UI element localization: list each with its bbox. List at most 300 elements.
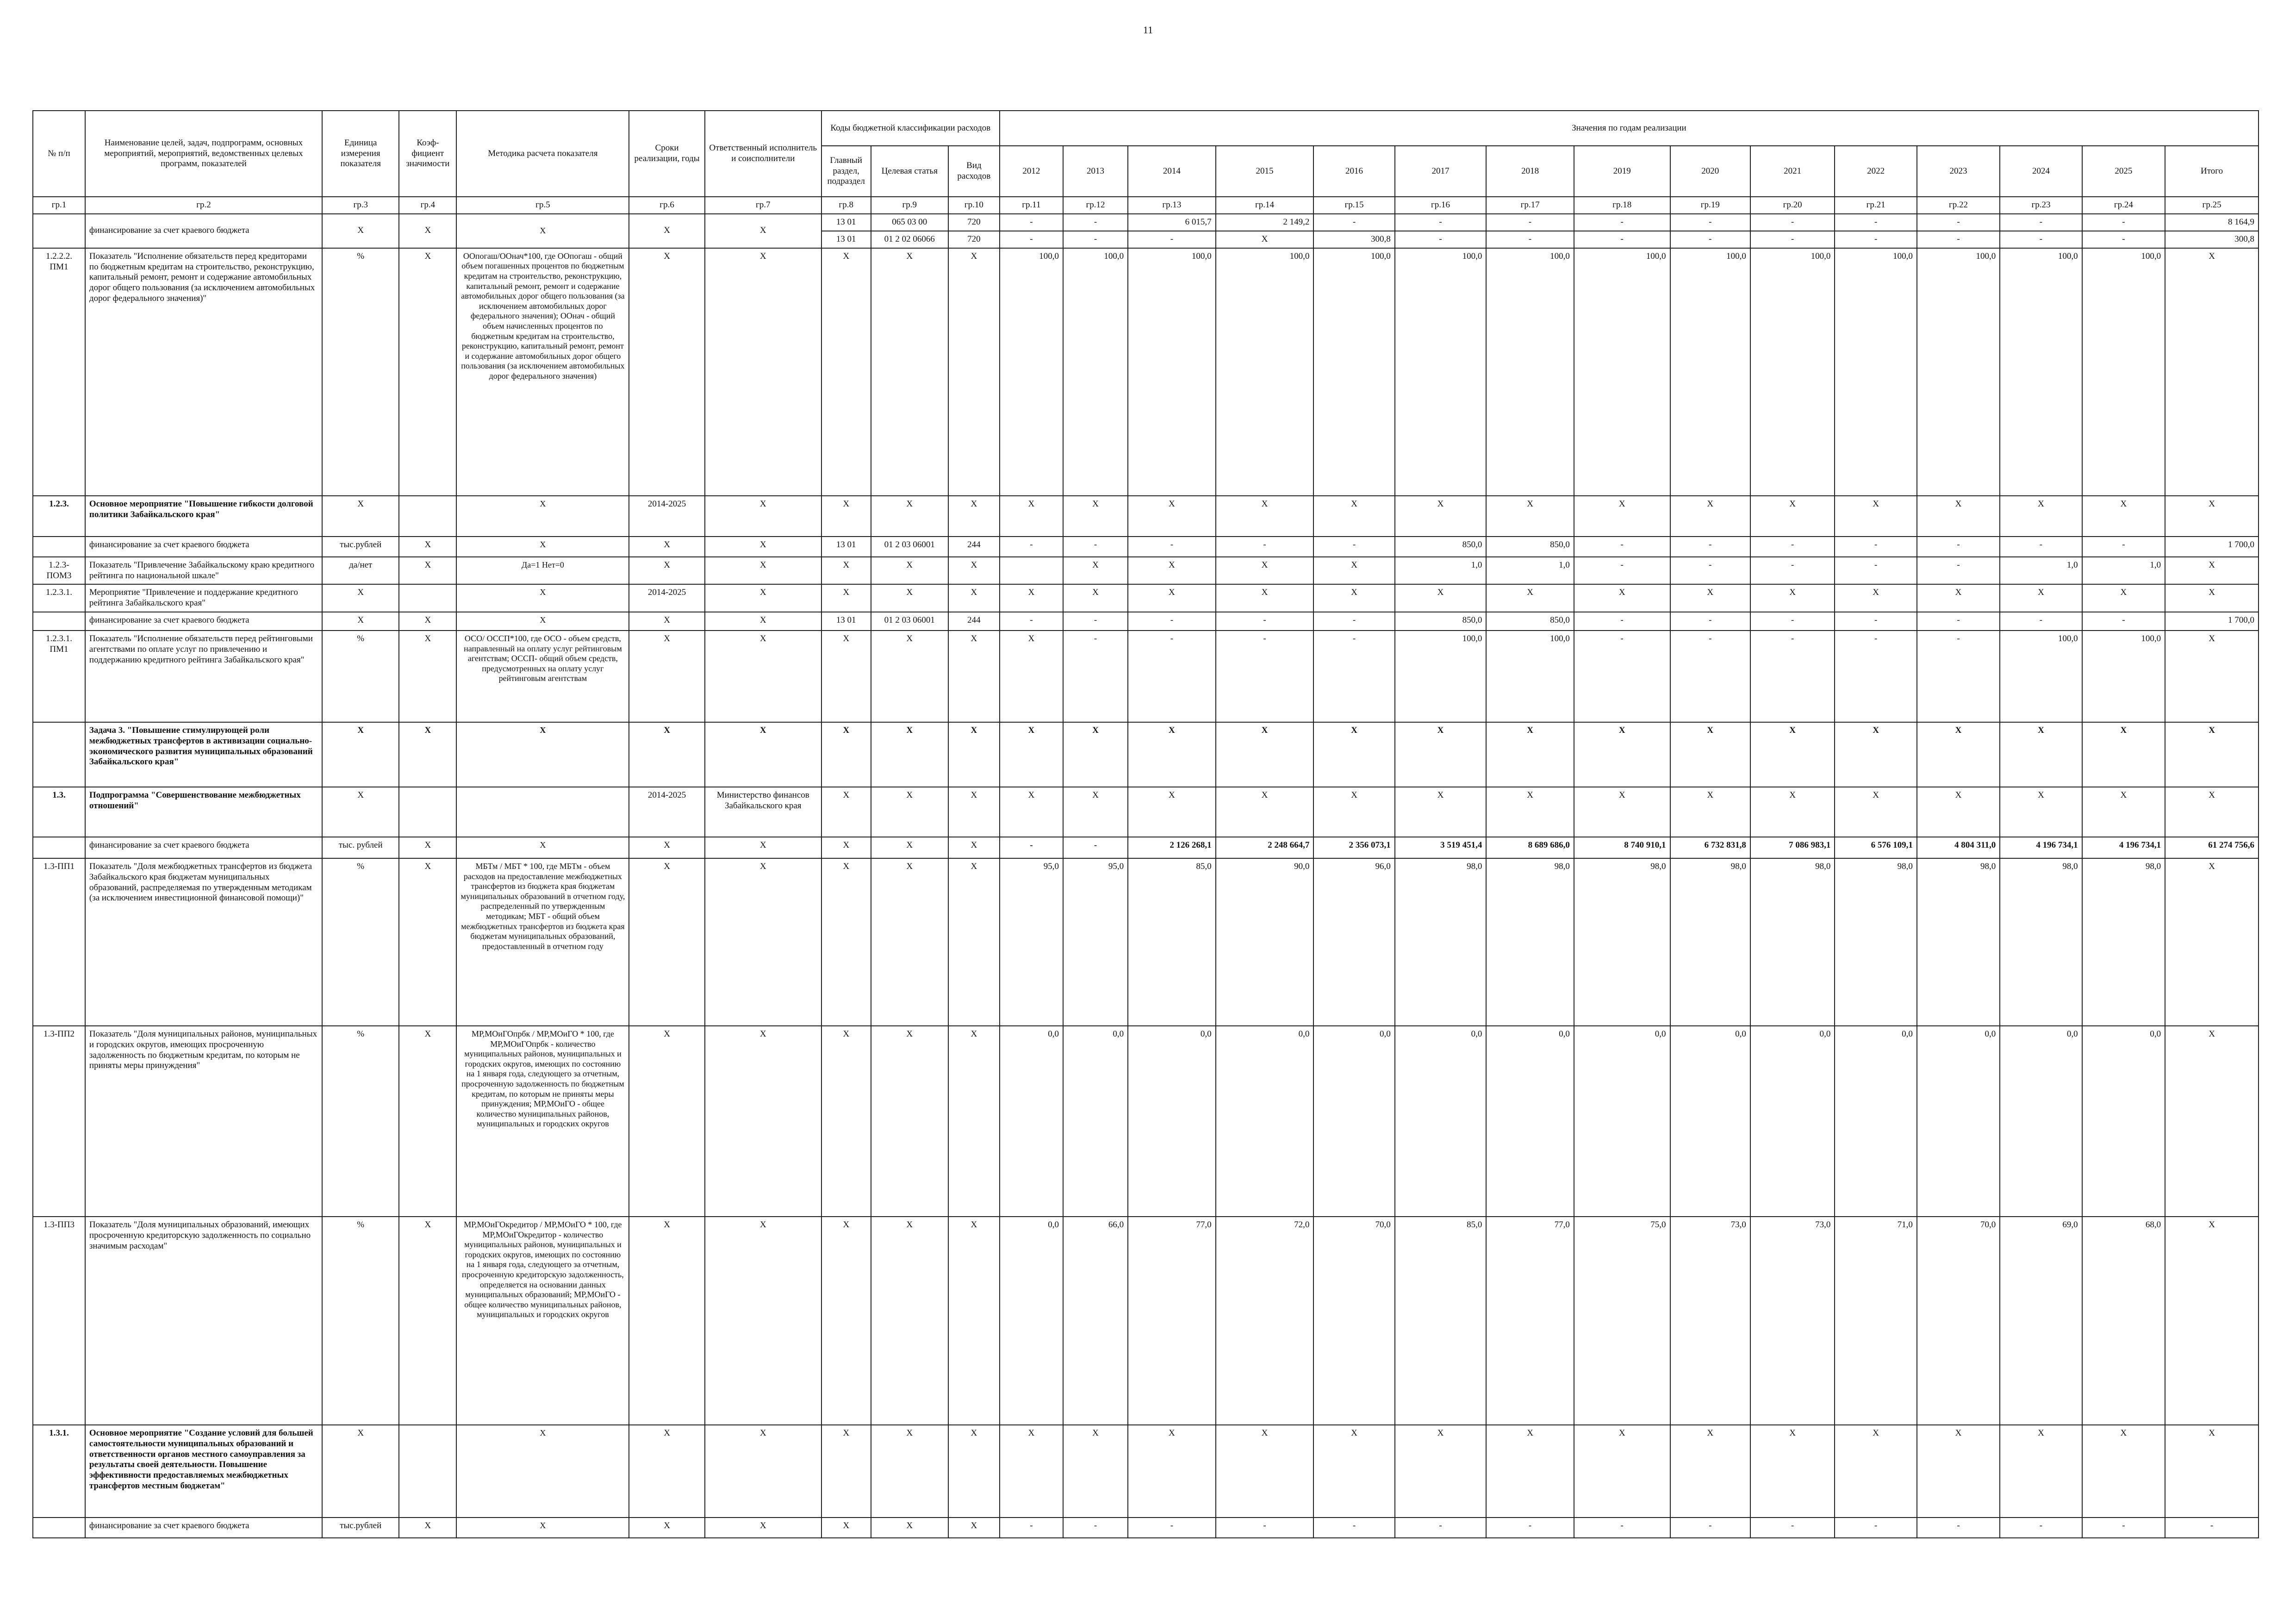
row-value: 77,0 xyxy=(1486,1217,1574,1425)
table-row xyxy=(33,1425,2259,1518)
row-unit: да/нет xyxy=(322,557,399,585)
row-terms: 2014-2025 xyxy=(629,496,704,537)
row-value: Х xyxy=(1063,1425,1128,1518)
row-value: - xyxy=(1063,612,1128,631)
row-code-type: Х xyxy=(948,1425,1000,1518)
row-value: 96,0 xyxy=(1313,858,1394,1026)
row-value: - xyxy=(1486,214,1574,231)
row-value: 98,0 xyxy=(1835,858,1916,1026)
row-value: - xyxy=(1313,612,1394,631)
row-terms: Х xyxy=(629,1425,704,1518)
table-row xyxy=(33,557,2259,585)
header-codes: Коды бюджетной классификации расходов xyxy=(821,111,1000,146)
table-row xyxy=(33,1217,2259,1425)
row-value: - xyxy=(1750,214,1835,231)
row-value: - xyxy=(1486,1518,1574,1538)
row-name: финансирование за счет краевого бюджета xyxy=(85,1518,322,1538)
row-code-main: 13 01 xyxy=(821,537,871,557)
row-number: 1.3-ПП1 xyxy=(33,858,85,1026)
row-value: 100,0 xyxy=(1486,248,1574,496)
row-value: - xyxy=(1574,1518,1670,1538)
row-number: 1.3. xyxy=(33,787,85,837)
row-value: 61 274 756,6 xyxy=(2165,837,2259,858)
row-value: Х xyxy=(1750,787,1835,837)
row-unit: % xyxy=(322,1026,399,1217)
row-value: - xyxy=(1216,1518,1314,1538)
header-year: 2024 xyxy=(2000,146,2082,197)
row-value: 2 149,2 xyxy=(1216,214,1314,231)
row-number xyxy=(33,722,85,787)
row-code-target: Х xyxy=(871,1425,948,1518)
row-value: Х xyxy=(1574,1425,1670,1518)
row-value: Х xyxy=(1917,722,2000,787)
row-method: МР,МОиГОпрбк / МР,МОиГО * 100, где МР,МОиГОпрбк - количество муниципальных районов, муниципальных и городских округов, имеющих по состоянию на 1 января года, следующего за отчетным, просроченную задолженность по бюджетным кредитам, по которым не приняты меры принуждения; МР,МОиГО - общее количество муниципальных районов, муниципальных и городских округов xyxy=(456,1026,629,1217)
row-coef: Х xyxy=(399,214,456,248)
row-value: - xyxy=(1313,1518,1394,1538)
row-value: 68,0 xyxy=(2082,1217,2165,1425)
table-row xyxy=(33,631,2259,722)
column-index-row xyxy=(33,197,2259,214)
row-terms: Х xyxy=(629,722,704,787)
row-code-main: 13 01 xyxy=(821,231,871,248)
row-value: 75,0 xyxy=(1574,1217,1670,1425)
row-value: Х xyxy=(2000,496,2082,537)
row-value: 90,0 xyxy=(1216,858,1314,1026)
row-responsible: Х xyxy=(705,1518,821,1538)
row-method: Х xyxy=(456,722,629,787)
row-value: 8 740 910,1 xyxy=(1574,837,1670,858)
row-value: Х xyxy=(2165,1217,2259,1425)
row-value: - xyxy=(1917,214,2000,231)
row-value: 850,0 xyxy=(1395,612,1487,631)
row-value: Х xyxy=(1000,631,1063,722)
row-value: Х xyxy=(1216,557,1314,585)
row-value: Х xyxy=(2165,858,2259,1026)
row-coef xyxy=(399,787,456,837)
row-value: 73,0 xyxy=(1750,1217,1835,1425)
row-value: Х xyxy=(1917,584,2000,612)
row-coef: Х xyxy=(399,858,456,1026)
row-method xyxy=(456,787,629,837)
row-terms: Х xyxy=(629,248,704,496)
row-number: 1.3-ПП2 xyxy=(33,1026,85,1217)
row-value: - xyxy=(1486,231,1574,248)
column-index: гр.11 xyxy=(1000,197,1063,214)
row-code-main: Х xyxy=(821,496,871,537)
row-value: - xyxy=(1574,214,1670,231)
table-row xyxy=(33,496,2259,537)
row-value: - xyxy=(2082,537,2165,557)
row-code-target: 01 2 02 06066 xyxy=(871,231,948,248)
row-value: 1,0 xyxy=(2000,557,2082,585)
row-value: Х xyxy=(2165,722,2259,787)
row-responsible: Х xyxy=(705,612,821,631)
row-code-main: Х xyxy=(821,1518,871,1538)
row-value: 69,0 xyxy=(2000,1217,2082,1425)
header-year: 2023 xyxy=(1917,146,2000,197)
row-value: - xyxy=(1216,537,1314,557)
header-num: № п/п xyxy=(33,111,85,197)
row-value: 98,0 xyxy=(1917,858,2000,1026)
header-method: Методика расчета показателя xyxy=(456,111,629,197)
row-value: 95,0 xyxy=(1000,858,1063,1026)
row-terms: Х xyxy=(629,537,704,557)
row-value: 100,0 xyxy=(1395,248,1487,496)
row-number: 1.2.3- ПОМ3 xyxy=(33,557,85,585)
column-index: гр.2 xyxy=(85,197,322,214)
header-year: 2016 xyxy=(1313,146,1394,197)
row-value: Х xyxy=(1128,787,1216,837)
row-value: 0,0 xyxy=(1063,1026,1128,1217)
row-code-main: Х xyxy=(821,722,871,787)
table-row xyxy=(33,858,2259,1026)
row-code-main: Х xyxy=(821,858,871,1026)
row-value: Х xyxy=(1750,722,1835,787)
row-value: Х xyxy=(1486,722,1574,787)
row-coef: Х xyxy=(399,248,456,496)
row-value: - xyxy=(1395,214,1487,231)
row-code-main: Х xyxy=(821,1026,871,1217)
row-name: Показатель "Доля межбюджетных трансфертов из бюджета Забайкальского края бюджетам муниципальных образований, распределяемая по утвержденным методикам (за исключением инвестиционной финансовой помощи)" xyxy=(85,858,322,1026)
row-value: Х xyxy=(1128,722,1216,787)
table-row xyxy=(33,537,2259,557)
row-value: Х xyxy=(1574,584,1670,612)
header-year: 2019 xyxy=(1574,146,1670,197)
row-value: Х xyxy=(1917,787,2000,837)
row-value: Х xyxy=(2000,787,2082,837)
row-value: Х xyxy=(1486,496,1574,537)
row-value: Х xyxy=(2165,557,2259,585)
row-unit: % xyxy=(322,858,399,1026)
row-value: 100,0 xyxy=(1917,248,2000,496)
row-unit: тыс. рублей xyxy=(322,837,399,858)
row-value: Х xyxy=(2165,496,2259,537)
row-responsible: Х xyxy=(705,631,821,722)
row-value: Х xyxy=(1313,1425,1394,1518)
row-number xyxy=(33,612,85,631)
header-unit: Единица измерения показателя xyxy=(322,111,399,197)
row-code-main: 13 01 xyxy=(821,214,871,231)
row-value: Х xyxy=(1395,787,1487,837)
row-value: Х xyxy=(1128,557,1216,585)
row-value: 85,0 xyxy=(1128,858,1216,1026)
page-number: 11 xyxy=(1143,24,1153,36)
row-name: финансирование за счет краевого бюджета xyxy=(85,612,322,631)
row-value: 850,0 xyxy=(1486,537,1574,557)
row-value: - xyxy=(1750,612,1835,631)
header-year: 2017 xyxy=(1395,146,1487,197)
row-terms: 2014-2025 xyxy=(629,584,704,612)
row-value: 0,0 xyxy=(1486,1026,1574,1217)
row-value: Х xyxy=(1670,1425,1750,1518)
row-value: - xyxy=(1835,537,1916,557)
row-value: 7 086 983,1 xyxy=(1750,837,1835,858)
row-value: Х xyxy=(1670,496,1750,537)
row-name: Задача 3. "Повышение стимулирующей роли межбюджетных трансфертов в активизации социально-экономического развития муниципальных образований Забайкальского края" xyxy=(85,722,322,787)
row-value: Х xyxy=(1000,496,1063,537)
row-value: Х xyxy=(1313,787,1394,837)
table-row xyxy=(33,214,2259,231)
row-value: - xyxy=(1574,557,1670,585)
row-value: 100,0 xyxy=(2000,631,2082,722)
row-value: Х xyxy=(1128,1425,1216,1518)
row-number: 1.2.3.1. xyxy=(33,584,85,612)
row-code-target: Х xyxy=(871,787,948,837)
row-value: - xyxy=(1835,231,1916,248)
row-value: Х xyxy=(1216,722,1314,787)
row-terms: Х xyxy=(629,557,704,585)
row-value: Х xyxy=(1486,787,1574,837)
column-index: гр.16 xyxy=(1395,197,1487,214)
row-value: - xyxy=(1574,231,1670,248)
table-row xyxy=(33,837,2259,858)
row-code-type: Х xyxy=(948,787,1000,837)
row-responsible: Х xyxy=(705,214,821,248)
row-responsible: Х xyxy=(705,1425,821,1518)
row-terms: Х xyxy=(629,1217,704,1425)
row-value: 2 126 268,1 xyxy=(1128,837,1216,858)
program-table xyxy=(32,110,2259,1538)
row-terms: Х xyxy=(629,1026,704,1217)
column-index: гр.19 xyxy=(1670,197,1750,214)
column-index: гр.24 xyxy=(2082,197,2165,214)
row-value: 6 576 109,1 xyxy=(1835,837,1916,858)
row-responsible: Х xyxy=(705,858,821,1026)
row-value: - xyxy=(1835,557,1916,585)
row-value: 100,0 xyxy=(1063,248,1128,496)
column-index: гр.3 xyxy=(322,197,399,214)
row-code-type: Х xyxy=(948,248,1000,496)
column-index: гр.17 xyxy=(1486,197,1574,214)
row-code-type: Х xyxy=(948,631,1000,722)
row-value: - xyxy=(1000,612,1063,631)
table-row xyxy=(33,248,2259,496)
column-index: гр.21 xyxy=(1835,197,1916,214)
row-code-target: Х xyxy=(871,722,948,787)
table-row xyxy=(33,584,2259,612)
row-value: Х xyxy=(1670,787,1750,837)
header-name: Наименование целей, задач, подпрограмм, основных мероприятий, мероприятий, ведомственных целевых программ, показателей xyxy=(85,111,322,197)
row-value: 98,0 xyxy=(1395,858,1487,1026)
row-value: 0,0 xyxy=(1000,1026,1063,1217)
row-code-target: Х xyxy=(871,584,948,612)
header-year: 2012 xyxy=(1000,146,1063,197)
row-value: 100,0 xyxy=(1313,248,1394,496)
row-code-type: Х xyxy=(948,858,1000,1026)
row-value: - xyxy=(1000,837,1063,858)
row-value: 0,0 xyxy=(1750,1026,1835,1217)
row-code-target: 065 03 00 xyxy=(871,214,948,231)
row-name: Показатель "Доля муниципальных образований, имеющих просроченную кредиторскую задолженность по социально значимым расходам" xyxy=(85,1217,322,1425)
header-terms: Сроки реализации, годы xyxy=(629,111,704,197)
row-value: 0,0 xyxy=(1128,1026,1216,1217)
row-code-type: Х xyxy=(948,557,1000,585)
row-responsible: Министерство финансов Забайкальского края xyxy=(705,787,821,837)
row-value: Х xyxy=(1063,584,1128,612)
column-index: гр.12 xyxy=(1063,197,1128,214)
row-value: Х xyxy=(1063,787,1128,837)
row-number: 1.3.1. xyxy=(33,1425,85,1518)
header-year: Итого xyxy=(2165,146,2259,197)
row-code-main: Х xyxy=(821,1217,871,1425)
row-code-type: Х xyxy=(948,584,1000,612)
row-value: - xyxy=(1750,631,1835,722)
row-value: 8 164,9 xyxy=(2165,214,2259,231)
row-value: - xyxy=(1917,557,2000,585)
row-unit: Х xyxy=(322,584,399,612)
row-responsible: Х xyxy=(705,557,821,585)
row-value: 0,0 xyxy=(1670,1026,1750,1217)
row-value: - xyxy=(1063,214,1128,231)
row-value: - xyxy=(1063,837,1128,858)
row-code-main: Х xyxy=(821,837,871,858)
row-value: Х xyxy=(1574,787,1670,837)
row-value: 4 196 734,1 xyxy=(2000,837,2082,858)
row-code-main: Х xyxy=(821,248,871,496)
row-value: Х xyxy=(2082,584,2165,612)
row-value: Х xyxy=(1835,787,1916,837)
row-code-type: Х xyxy=(948,496,1000,537)
row-value: 300,8 xyxy=(1313,231,1394,248)
row-value: - xyxy=(1917,1518,2000,1538)
row-terms: Х xyxy=(629,837,704,858)
row-value: 1,0 xyxy=(1486,557,1574,585)
row-value: 4 804 311,0 xyxy=(1917,837,2000,858)
row-value: 0,0 xyxy=(1917,1026,2000,1217)
row-value: 66,0 xyxy=(1063,1217,1128,1425)
row-value: 0,0 xyxy=(1835,1026,1916,1217)
row-value: 100,0 xyxy=(1835,248,1916,496)
row-value: - xyxy=(1917,612,2000,631)
row-value: 100,0 xyxy=(2000,248,2082,496)
row-value: - xyxy=(1000,1518,1063,1538)
column-index: гр.14 xyxy=(1216,197,1314,214)
row-unit: Х xyxy=(322,612,399,631)
row-value: - xyxy=(1313,214,1394,231)
header-year: 2013 xyxy=(1063,146,1128,197)
column-index: гр.10 xyxy=(948,197,1000,214)
row-value: Х xyxy=(1216,231,1314,248)
row-value: Х xyxy=(1395,1425,1487,1518)
table-header xyxy=(33,111,2259,214)
row-terms: Х xyxy=(629,1518,704,1538)
row-unit: Х xyxy=(322,1425,399,1518)
row-value: Х xyxy=(1670,584,1750,612)
row-code-type: Х xyxy=(948,722,1000,787)
column-index: гр.15 xyxy=(1313,197,1394,214)
row-value: Х xyxy=(2165,631,2259,722)
table-row xyxy=(33,612,2259,631)
row-code-target: Х xyxy=(871,1217,948,1425)
row-number xyxy=(33,1518,85,1538)
row-value: 1,0 xyxy=(1395,557,1487,585)
row-value: Х xyxy=(1000,1425,1063,1518)
row-code-type: 720 xyxy=(948,214,1000,231)
row-value: Х xyxy=(2000,722,2082,787)
row-coef: Х xyxy=(399,1217,456,1425)
row-unit: тыс.рублей xyxy=(322,1518,399,1538)
row-value: 6 015,7 xyxy=(1128,214,1216,231)
row-name: Мероприятие "Привлечение и поддержание кредитного рейтинга Забайкальского края" xyxy=(85,584,322,612)
row-value: Х xyxy=(1574,722,1670,787)
row-value: - xyxy=(1670,631,1750,722)
row-value: Х xyxy=(1750,496,1835,537)
row-value: - xyxy=(1750,557,1835,585)
row-method: Х xyxy=(456,214,629,248)
row-value: 6 732 831,8 xyxy=(1670,837,1750,858)
row-responsible: Х xyxy=(705,1217,821,1425)
row-number: 1.2.3. xyxy=(33,496,85,537)
row-value: - xyxy=(2000,1518,2082,1538)
row-value: 300,8 xyxy=(2165,231,2259,248)
row-value: Х xyxy=(1000,584,1063,612)
row-responsible: Х xyxy=(705,722,821,787)
row-value: Х xyxy=(1063,557,1128,585)
row-code-main: Х xyxy=(821,584,871,612)
row-value: 71,0 xyxy=(1835,1217,1916,1425)
row-value: 100,0 xyxy=(1395,631,1487,722)
column-index: гр.8 xyxy=(821,197,871,214)
header-year: 2020 xyxy=(1670,146,1750,197)
row-value: 85,0 xyxy=(1395,1217,1487,1425)
row-value: - xyxy=(1128,537,1216,557)
row-coef: Х xyxy=(399,557,456,585)
row-value: 100,0 xyxy=(2082,631,2165,722)
row-value: Х xyxy=(2000,1425,2082,1518)
row-code-type: Х xyxy=(948,1217,1000,1425)
row-value: - xyxy=(1917,231,2000,248)
row-value: Х xyxy=(1395,496,1487,537)
row-coef: Х xyxy=(399,612,456,631)
column-index: гр.6 xyxy=(629,197,704,214)
row-value: Х xyxy=(1917,1425,2000,1518)
row-unit: % xyxy=(322,248,399,496)
row-value: Х xyxy=(1670,722,1750,787)
row-value: Х xyxy=(1000,722,1063,787)
row-value: Х xyxy=(1313,557,1394,585)
row-value: - xyxy=(1835,1518,1916,1538)
header-year: 2015 xyxy=(1216,146,1314,197)
row-value: Х xyxy=(2165,1026,2259,1217)
row-value: 100,0 xyxy=(2082,248,2165,496)
row-responsible: Х xyxy=(705,537,821,557)
row-value: Х xyxy=(1000,787,1063,837)
row-value: Х xyxy=(1835,496,1916,537)
row-value: 100,0 xyxy=(1670,248,1750,496)
row-method: Х xyxy=(456,496,629,537)
row-value: 3 519 451,4 xyxy=(1395,837,1487,858)
row-value: Х xyxy=(1395,722,1487,787)
row-value: - xyxy=(1000,231,1063,248)
row-value: - xyxy=(1128,631,1216,722)
row-value: 100,0 xyxy=(1000,248,1063,496)
row-number: 1.2.2.2. ПМ1 xyxy=(33,248,85,496)
row-value: - xyxy=(2082,231,2165,248)
row-value: - xyxy=(1574,612,1670,631)
row-value: - xyxy=(1750,537,1835,557)
row-value: 8 689 686,0 xyxy=(1486,837,1574,858)
row-value: Х xyxy=(1486,584,1574,612)
row-value: - xyxy=(1063,631,1128,722)
row-value: - xyxy=(1395,231,1487,248)
row-value: 77,0 xyxy=(1128,1217,1216,1425)
row-coef: Х xyxy=(399,631,456,722)
row-value: 4 196 734,1 xyxy=(2082,837,2165,858)
row-code-target: 01 2 03 06001 xyxy=(871,537,948,557)
row-value: Х xyxy=(2082,787,2165,837)
row-name: Подпрограмма "Совершенствование межбюджетных отношений" xyxy=(85,787,322,837)
row-responsible: Х xyxy=(705,248,821,496)
